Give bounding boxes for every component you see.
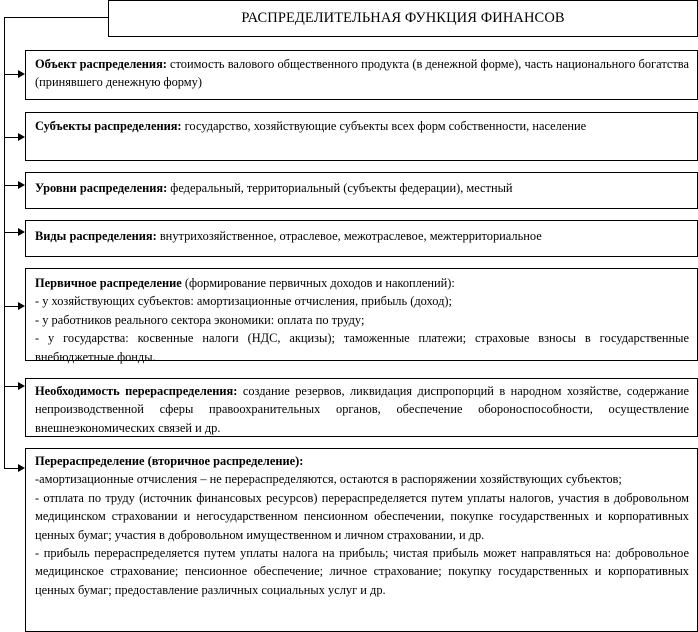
item-label: Уровни распределения: [35,181,168,195]
item-text: внутрихозяйственное, отраслевое, межотраслевое, межтерриториальное [156,229,542,243]
arrow-right-icon [18,302,25,310]
connector-branch [4,185,19,186]
connector-branch [4,74,19,75]
item-label: Первичное распределение [35,276,182,290]
connector-top-horizontal [4,17,108,18]
levels-of-distribution-box [25,172,698,209]
item-label: Перераспределение (вторичное распределение): [35,454,304,468]
arrow-right-icon [18,464,25,472]
item-line: - прибыль перераспределяется путем уплаты налога на прибыль; чистая прибыль может направляться на: добровольное медицинское страхование; пенсионное обеспечение; личное страхование; покупку государственных и корпоративных ценных бумаг; предоставление различных социальных услуг и др. [35,546,689,597]
connector-branch [4,468,19,469]
item-label: Виды распределения: [35,229,157,243]
arrow-right-icon [18,133,25,141]
arrow-right-icon [18,70,25,78]
connector-vertical [4,17,5,469]
arrow-right-icon [18,382,25,390]
primary-distribution-box [25,268,698,364]
item-line: - у государства: косвенные налоги (НДС, акцизы); таможенные платежи; страховые взносы в государственные внебюджетные фонды. [35,331,689,364]
item-text: стоимость валового общественного продукта (в денежной форме), часть национального богатства (принявшего денежную форму) [35,57,689,90]
redistribution-box [25,448,698,632]
item-line: - у работников реального сектора экономики: оплата по труду; [35,312,365,327]
types-of-distribution-box [25,220,698,257]
item-label: Субъекты распределения: [35,119,182,133]
connector-branch [4,386,19,387]
item-text: создание резервов, ликвидация диспропорций в народном хозяйстве, содержание непроизводственной сферы правоохранительных органов, обеспечение обороноспособности, осуществление внешнеэкономических связей и др. [35,384,689,435]
connector-branch [4,137,19,138]
diagram-title-box [108,0,698,37]
item-text: (формирование первичных доходов и накоплений): [181,276,455,290]
item-line: - отплата по труду (источник финансовых ресурсов) перераспределяется путем уплаты налогов, участия в добровольном медицинском страховании и негосударственном пенсионном обеспечении, покупке государственных и корпоративных ценных бумаг; участия в добровольном имущественном и личном страховании, и др. [35,490,689,542]
item-text: федеральный, территориальный (субъекты федерации), местный [167,181,513,195]
item-text: государство, хозяйствующие субъекты всех форм собственности, население [181,119,587,133]
connector-branch [4,232,19,233]
arrow-right-icon [18,181,25,189]
arrow-right-icon [18,228,25,236]
item-line: -амортизационные отчисления – не перераспределяются, остаются в распоряжении хозяйствующих субъектов; [35,472,622,487]
item-label: Необходимость перераспределения: [35,384,238,398]
necessity-of-redistribution-box [25,378,698,437]
item-line: - у хозяйствующих субъектов: амортизационные отчисления, прибыль (доход); [35,294,452,309]
item-label: Объект распределения: [35,57,167,71]
diagram-title: РАСПРЕДЕЛИТЕЛЬНАЯ ФУНКЦИЯ ФИНАНСОВ [241,10,565,26]
subjects-of-distribution-box [25,112,698,161]
connector-branch [4,306,19,307]
object-of-distribution-box [25,50,698,100]
